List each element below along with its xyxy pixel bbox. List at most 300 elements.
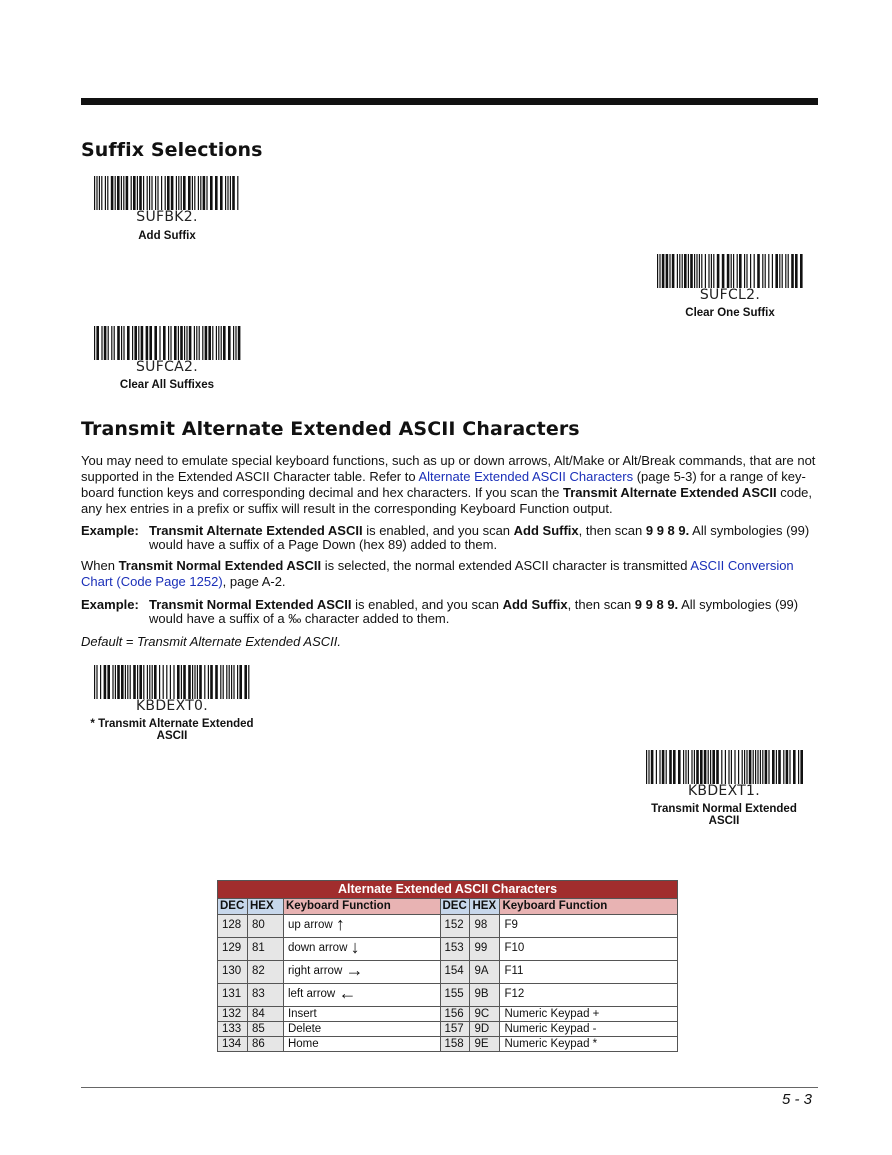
barcode-bar xyxy=(137,176,138,210)
barcode-bar xyxy=(111,326,112,360)
barcode-bar xyxy=(682,254,683,288)
barcode-bar xyxy=(149,665,150,699)
barcode-transmit-normal[interactable] xyxy=(644,750,804,798)
barcode-bar xyxy=(754,254,755,288)
barcode-graphic xyxy=(93,326,241,360)
barcode-bar xyxy=(749,750,752,784)
barcode-bar xyxy=(775,254,778,288)
barcode-bar xyxy=(194,665,195,699)
cell-hex: 84 xyxy=(247,1007,283,1022)
example-1 xyxy=(81,524,818,551)
barcode-bar xyxy=(112,665,113,699)
barcode-bar xyxy=(666,750,667,784)
barcode-bar xyxy=(100,665,101,699)
cell-hex: 80 xyxy=(247,915,283,938)
barcode-graphic xyxy=(645,750,803,784)
barcode-bar xyxy=(228,326,231,360)
barcode-bar xyxy=(132,326,133,360)
barcode-bar xyxy=(101,326,102,360)
normal-paragraph xyxy=(81,558,818,590)
cell-hex: 9C xyxy=(470,1007,500,1022)
barcode-bar xyxy=(127,665,128,699)
barcode-bar xyxy=(696,254,697,288)
barcode-bar xyxy=(215,176,218,210)
barcode-bar xyxy=(798,750,799,784)
barcode-bar xyxy=(708,254,709,288)
text: , then scan xyxy=(578,523,646,538)
barcode-bar xyxy=(768,750,769,784)
barcode-clear-one-suffix[interactable] xyxy=(655,254,805,302)
table-row xyxy=(218,961,678,984)
barcode-bar xyxy=(199,326,200,360)
barcode-label: Clear One Suffix xyxy=(685,307,775,319)
barcode-bar xyxy=(232,176,235,210)
cell-dec: 154 xyxy=(440,961,470,984)
barcode-bar xyxy=(149,176,150,210)
barcode-bar xyxy=(104,326,107,360)
barcode-bar xyxy=(696,750,699,784)
barcode-bar xyxy=(786,750,789,784)
barcode-bar xyxy=(772,750,775,784)
barcode-bar xyxy=(168,326,169,360)
barcode-bar xyxy=(210,176,213,210)
up-arrow-icon: ↑ xyxy=(335,914,345,934)
barcode-bar xyxy=(146,326,149,360)
barcode-code: SUFBK2. xyxy=(136,209,198,225)
barcode-bar xyxy=(131,176,132,210)
link-ascii-conversion-chart[interactable]: ASCII Conversion Chart (Code Page 1252) xyxy=(81,558,794,589)
barcode-graphic xyxy=(93,176,241,210)
barcode-bar xyxy=(117,176,120,210)
barcode-bar xyxy=(229,665,230,699)
barcode-bar xyxy=(104,665,107,699)
barcode-bar xyxy=(180,326,183,360)
barcode-bar xyxy=(165,176,166,210)
left-arrow-icon: ← xyxy=(338,983,357,1003)
barcode-bar xyxy=(127,326,130,360)
cell-dec: 157 xyxy=(440,1022,470,1037)
barcode-bar xyxy=(204,665,205,699)
barcode-bar xyxy=(108,326,109,360)
barcode-bar xyxy=(139,176,142,210)
barcode-bar xyxy=(659,254,660,288)
barcode-bar xyxy=(744,750,745,784)
barcode-bar xyxy=(192,665,193,699)
barcode-bar xyxy=(196,326,197,360)
barcode-bar xyxy=(688,254,689,288)
barcode-bar xyxy=(94,176,95,210)
barcode-bar xyxy=(795,254,798,288)
barcode-bar xyxy=(163,665,164,699)
section-title-suffix: Suffix Selections xyxy=(81,139,263,161)
barcode-bar xyxy=(202,326,203,360)
barcode-bar xyxy=(155,176,156,210)
barcode-code: KBDEXT1. xyxy=(687,783,761,799)
bold-text: Transmit Alternate Extended ASCII xyxy=(563,485,777,500)
cell-dec: 153 xyxy=(440,938,470,961)
barcode-bar xyxy=(765,254,766,288)
column-header: Keyboard Function xyxy=(500,899,678,915)
barcode-bar xyxy=(133,665,136,699)
barcode-bar xyxy=(742,750,743,784)
barcode-bar xyxy=(171,176,174,210)
barcode-bar xyxy=(220,665,221,699)
cell-function: Delete xyxy=(283,1022,440,1037)
barcode-bar xyxy=(170,665,171,699)
barcode-bar xyxy=(725,750,726,784)
barcode-bar xyxy=(181,176,182,210)
cell-function: F11 xyxy=(500,961,678,984)
cell-hex: 9A xyxy=(470,961,500,984)
text: You may need to emulate special keyboard functions, such as up or down arrows, Alt/Make or Alt/Break commands, that are not supported in the Extended ASCII Character table. Refer to xyxy=(81,453,816,484)
barcode-bar xyxy=(121,665,124,699)
function-text: down arrow xyxy=(287,942,348,954)
barcode-bar xyxy=(739,254,742,288)
barcode-bar xyxy=(117,326,120,360)
barcode-bar xyxy=(133,176,136,210)
cell-function: Numeric Keypad * xyxy=(500,1037,678,1052)
barcode-bar xyxy=(783,750,784,784)
cell-dec: 130 xyxy=(218,961,248,984)
barcode-bar xyxy=(738,750,739,784)
table-row xyxy=(218,1007,678,1022)
barcode-bar xyxy=(188,176,191,210)
barcode-bar xyxy=(183,665,186,699)
cell-hex: 85 xyxy=(247,1022,283,1037)
table-body xyxy=(218,915,678,1052)
barcode-bar xyxy=(143,665,144,699)
text: is enabled, and you scan xyxy=(351,597,503,612)
barcode-bar xyxy=(793,750,796,784)
function-text: left arrow xyxy=(287,988,336,1000)
function-text: right arrow xyxy=(287,965,343,977)
cell-function: F12 xyxy=(500,984,678,1007)
example-text xyxy=(149,598,818,625)
barcode-bar xyxy=(662,750,665,784)
barcode-bar xyxy=(733,254,734,288)
barcode-bar xyxy=(161,176,162,210)
cell-function: Numeric Keypad - xyxy=(500,1022,678,1037)
barcode-bar xyxy=(685,750,686,784)
ascii-table xyxy=(217,880,678,1052)
barcode-bar xyxy=(753,750,754,784)
table-title: Alternate Extended ASCII Characters xyxy=(218,881,678,899)
barcode-bar xyxy=(107,665,110,699)
function-text: up arrow xyxy=(287,919,333,931)
barcode-bar xyxy=(101,176,102,210)
column-header: HEX xyxy=(247,899,283,915)
text: , then scan xyxy=(567,597,635,612)
table-header-row xyxy=(218,899,678,915)
text: When xyxy=(81,558,119,573)
barcode-bar xyxy=(203,176,206,210)
cell-dec: 134 xyxy=(218,1037,248,1052)
barcode-bar xyxy=(107,176,108,210)
table-row xyxy=(218,984,678,1007)
barcode-bar xyxy=(149,326,152,360)
barcode-bar xyxy=(782,254,783,288)
barcode-bar xyxy=(200,176,201,210)
barcode-bar xyxy=(666,254,669,288)
footer-rule xyxy=(81,1087,818,1088)
barcode-bar xyxy=(189,326,192,360)
barcode-bar xyxy=(130,665,131,699)
cell-function: Insert xyxy=(283,1007,440,1022)
text: is enabled, and you scan xyxy=(362,523,514,538)
barcode-bar xyxy=(154,665,157,699)
barcode-code: KBDEXT0. xyxy=(135,698,209,714)
barcode-bar xyxy=(238,326,241,360)
barcode-bar xyxy=(121,176,122,210)
barcode-bar xyxy=(789,750,790,784)
barcode-bar xyxy=(199,665,202,699)
cell-hex: 83 xyxy=(247,984,283,1007)
cell-function xyxy=(283,915,440,938)
barcode-bar xyxy=(651,750,654,784)
example-label: Example: xyxy=(81,523,139,538)
cell-dec: 152 xyxy=(440,915,470,938)
barcode-bar xyxy=(147,665,148,699)
cell-dec: 128 xyxy=(218,915,248,938)
barcode-bar xyxy=(134,326,137,360)
barcode-bar xyxy=(699,254,700,288)
barcode-bar xyxy=(727,254,730,288)
barcode-code: SUFCL2. xyxy=(699,287,761,303)
barcode-bar xyxy=(233,326,234,360)
right-arrow-icon: → xyxy=(345,960,364,980)
barcode-bar xyxy=(212,326,213,360)
barcode-bar xyxy=(157,176,158,210)
table-row xyxy=(218,915,678,938)
cell-function xyxy=(283,984,440,1007)
cell-function: F10 xyxy=(500,938,678,961)
barcode-bar xyxy=(226,665,227,699)
cell-hex: 99 xyxy=(470,938,500,961)
barcode-bar xyxy=(656,750,657,784)
barcode-bar xyxy=(205,326,208,360)
barcode-bar xyxy=(239,665,242,699)
cell-hex: 9D xyxy=(470,1022,500,1037)
barcode-bar xyxy=(166,665,167,699)
barcode-bar xyxy=(123,326,124,360)
barcode-bar xyxy=(170,326,171,360)
barcode-bar xyxy=(208,665,209,699)
column-header: Keyboard Function xyxy=(283,899,440,915)
barcode-bar xyxy=(762,254,763,288)
barcode-bar xyxy=(167,176,170,210)
barcode-bar xyxy=(785,254,786,288)
text: All symbologies (99) would have a suffix of a ‰ character added to them. xyxy=(149,597,799,626)
cell-dec: 129 xyxy=(218,938,248,961)
barcode-bar xyxy=(147,176,148,210)
barcode-bar xyxy=(139,665,142,699)
barcode-bar xyxy=(694,750,695,784)
barcode-bar xyxy=(99,176,100,210)
cell-function: Numeric Keypad + xyxy=(500,1007,678,1022)
bold-text: Transmit Normal Extended ASCII xyxy=(118,558,322,573)
label-line: Transmit Normal Extended xyxy=(651,803,797,815)
barcode-bar xyxy=(677,254,678,288)
barcode-bar xyxy=(673,750,676,784)
barcode-bar xyxy=(198,176,199,210)
barcode-bar xyxy=(757,750,758,784)
header-rule xyxy=(81,98,818,105)
barcode-bar xyxy=(237,665,238,699)
barcode-bar xyxy=(197,665,198,699)
barcode-clear-all-suffixes[interactable] xyxy=(92,326,242,374)
column-header: HEX xyxy=(470,899,500,915)
barcode-bar xyxy=(760,750,761,784)
cell-function xyxy=(283,938,440,961)
barcode-bar xyxy=(722,254,725,288)
example-text xyxy=(149,524,818,551)
barcode-bar xyxy=(173,665,174,699)
barcode-bar xyxy=(105,176,106,210)
barcode-transmit-alternate[interactable] xyxy=(92,665,252,713)
barcode-bar xyxy=(701,254,702,288)
barcode-bar xyxy=(186,326,187,360)
barcode-bar xyxy=(206,176,207,210)
barcode-bar xyxy=(700,750,703,784)
barcode-bar xyxy=(123,176,124,210)
barcode-bar xyxy=(111,176,114,210)
barcode-bar xyxy=(215,665,218,699)
barcode-graphic xyxy=(93,665,251,699)
barcode-bar xyxy=(194,326,195,360)
barcode-bar xyxy=(734,750,735,784)
barcode-bar xyxy=(662,254,665,288)
barcode-bar xyxy=(178,326,179,360)
barcode-bar xyxy=(137,665,138,699)
barcode-bar xyxy=(712,750,715,784)
column-header: DEC xyxy=(218,899,248,915)
barcode-bar xyxy=(125,665,126,699)
barcode-bar xyxy=(181,665,182,699)
barcode-bar xyxy=(208,326,211,360)
barcode-bar xyxy=(221,326,222,360)
barcode-bar xyxy=(791,254,794,288)
bold-text: 9 9 8 9. xyxy=(645,523,690,538)
barcode-bar xyxy=(141,326,144,360)
barcode-bar xyxy=(762,750,763,784)
page-number: 5 - 3 xyxy=(781,1091,812,1108)
barcode-bar xyxy=(117,665,120,699)
barcode-add-suffix[interactable] xyxy=(92,176,242,224)
barcode-bar xyxy=(163,326,166,360)
barcode-bar xyxy=(704,750,707,784)
barcode-bar xyxy=(244,665,247,699)
barcode-bar xyxy=(717,254,720,288)
barcode-bar xyxy=(721,750,722,784)
barcode-bar xyxy=(177,665,180,699)
barcode-bar xyxy=(223,665,224,699)
barcode-bar xyxy=(138,326,139,360)
barcode-bar xyxy=(768,254,769,288)
barcode-bar xyxy=(757,254,760,288)
bold-text: Transmit Normal Extended ASCII xyxy=(149,597,352,612)
bold-text: 9 9 8 9. xyxy=(634,597,679,612)
barcode-bar xyxy=(115,665,116,699)
barcode-bar xyxy=(646,750,647,784)
column-header: DEC xyxy=(440,899,470,915)
barcode-bar xyxy=(728,750,729,784)
barcode-bar xyxy=(744,254,745,288)
cell-hex: 81 xyxy=(247,938,283,961)
barcode-code: SUFCA2. xyxy=(136,359,198,375)
barcode-bar xyxy=(178,176,179,210)
barcode-bar xyxy=(708,750,709,784)
barcode-bar xyxy=(96,665,97,699)
barcode-bar xyxy=(176,176,177,210)
barcode-label xyxy=(634,803,814,827)
barcode-bar xyxy=(657,254,658,288)
cell-function xyxy=(283,961,440,984)
barcode-bar xyxy=(192,176,193,210)
barcode-bar xyxy=(779,254,780,288)
cell-function: F9 xyxy=(500,915,678,938)
label-line: ASCII xyxy=(156,730,188,742)
barcode-bar xyxy=(750,254,751,288)
barcode-bar xyxy=(126,176,129,210)
barcode-bar xyxy=(143,176,144,210)
cell-hex: 98 xyxy=(470,915,500,938)
barcode-bar xyxy=(776,750,777,784)
barcode-bar xyxy=(154,326,157,360)
barcode-bar xyxy=(716,750,719,784)
barcode-bar xyxy=(218,326,219,360)
barcode-bar xyxy=(713,254,714,288)
barcode-bar xyxy=(800,254,803,288)
barcode-bar xyxy=(210,665,213,699)
table-row xyxy=(218,1022,678,1037)
barcode-bar xyxy=(237,176,238,210)
text: (page 5-3) for a range of key-board function keys and corresponding decimal and hex characters. If you scan the xyxy=(81,469,806,500)
barcode-bar xyxy=(648,750,649,784)
barcode-bar xyxy=(194,176,195,210)
barcode-bar xyxy=(765,750,768,784)
barcode-bar xyxy=(659,750,660,784)
link-alternate-extended-ascii[interactable]: Alternate Extended ASCII Characters xyxy=(418,469,634,484)
example-2 xyxy=(81,598,818,625)
barcode-bar xyxy=(94,326,95,360)
label-line: * Transmit Alternate Extended xyxy=(90,718,254,730)
label-line: ASCII xyxy=(708,815,740,827)
barcode-bar xyxy=(746,254,747,288)
cell-dec: 156 xyxy=(440,1007,470,1022)
barcode-bar xyxy=(220,176,223,210)
barcode-bar xyxy=(778,750,781,784)
barcode-bar xyxy=(746,750,747,784)
text: , page A-2. xyxy=(222,574,286,589)
barcode-bar xyxy=(683,750,684,784)
barcode-bar xyxy=(800,750,803,784)
barcode-bar xyxy=(711,254,712,288)
cell-dec: 132 xyxy=(218,1007,248,1022)
barcode-bar xyxy=(225,176,226,210)
cell-dec: 155 xyxy=(440,984,470,1007)
barcode-bar xyxy=(151,176,152,210)
barcode-bar xyxy=(223,326,226,360)
barcode-bar xyxy=(678,750,681,784)
text: code, any hex entries in a prefix or suffix will result in the corresponding Keyboard Function output. xyxy=(81,485,813,516)
table-row xyxy=(218,1037,678,1052)
barcode-bar xyxy=(184,326,185,360)
barcode-bar xyxy=(216,326,217,360)
bold-text: Add Suffix xyxy=(513,523,579,538)
bold-text: Transmit Alternate Extended ASCII xyxy=(149,523,363,538)
example-label: Example: xyxy=(81,597,139,612)
barcode-bar xyxy=(788,254,789,288)
